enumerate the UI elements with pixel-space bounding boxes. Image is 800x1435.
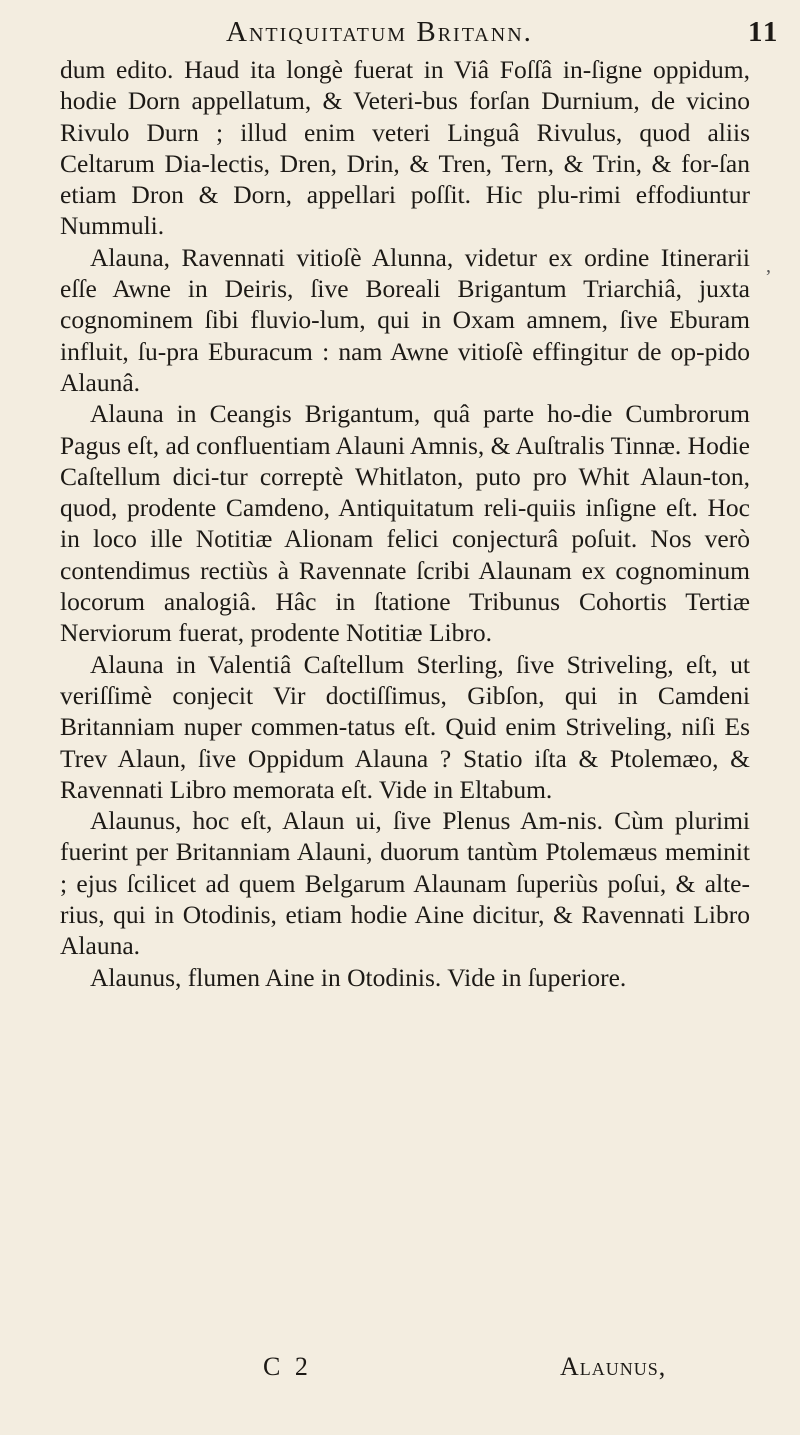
catchword: Alaunus, (560, 1352, 667, 1381)
paragraph-alaunus-flumen: Alaunus, flumen Aine in Otodinis. Vide in ſuperiore. (90, 962, 627, 992)
paragraph-durnium: dum edito. Haud ita longè fuerat in Viâ Foſſâ in-ſigne oppidum, hodie Dorn appellatum, & Veteri-bus forſan Durnium, de vicino Rivulo Durn ; illud enim veteri Linguâ Rivulus, quod aliis Celtarum Dia-lectis, Dren, Drin, & Tren, Tern, & Trin, & for-ſan etiam Dron & Dorn, appellari poſſit. Hic plu-rimi effodiuntur Nummuli. (60, 55, 750, 241)
paragraph-alauna-deiris: Alauna, Ravennati vitioſè Alunna, videtur ex ordine Itinerarii eſſe Awne in Deiris, ſive Boreali Brigantum Triarchiâ, juxta cognominem ſibi fluvio-lum, qui in Oxam amnem, ſive Eburam influit, ſu-pra Eburacum : nam Awne vitioſè effingitur de op-pido Alaunâ. (60, 242, 750, 397)
paragraph-alaunus-amnis: Alaunus, hoc eſt, Alaun ui, ſive Plenus Am-nis. Cùm plurimi fuerint per Britanniam Alauni, duorum tantùm Ptolemæus meminit ; ejus ſcilicet ad quem Belgarum Alaunam ſuperiùs poſui, & alte-rius, qui in Otodinis, etiam hodie Aine dicitur, & Ravennati Libro Alauna. (60, 806, 750, 961)
running-head (0, 14, 800, 54)
paragraph-alauna-ceangis: Alauna in Ceangis Brigantum, quâ parte ho-die Cumbrorum Pagus eſt, ad confluentiam Alauni Amnis, & Auſtralis Tinnæ. Hodie Caſtellum dici-tur correptè Whitlaton, puto pro Whit Alaun-ton, quod, prodente Camdeno, Antiquitatum reli-quiis inſigne eſt. Hoc in loco ille Notitiæ Alionam felici conjecturâ poſuit. Nos verò contendimus rectiùs à Ravennate ſcribi Alaunam ex cognominum locorum analogiâ. Hâc in ſtatione Tribunus Cohortis Tertiæ Nerviorum fuerat, prodente Notitiæ Libro. (60, 399, 750, 648)
signature-mark: C 2 (263, 1352, 312, 1381)
running-title: Antiquitatum Britann. (226, 16, 533, 48)
margin-mark: , (766, 255, 771, 277)
page-number: 11 (748, 16, 780, 48)
catchline (0, 1352, 800, 1392)
paragraph-alauna-valentia: Alauna in Valentiâ Caſtellum Sterling, ſive Striveling, eſt, ut veriſſimè conjecit Vir doctiſſimus, Gibſon, qui in Camdeni Britanniam nuper commen-tatus eſt. Quid enim Striveling, niſi Es Trev Alaun, ſive Oppidum Alauna ? Statio iſta & Ptolemæo, & Ravennati Libro memorata eſt. Vide in Eltabum. (60, 649, 750, 804)
body-text (60, 54, 750, 993)
